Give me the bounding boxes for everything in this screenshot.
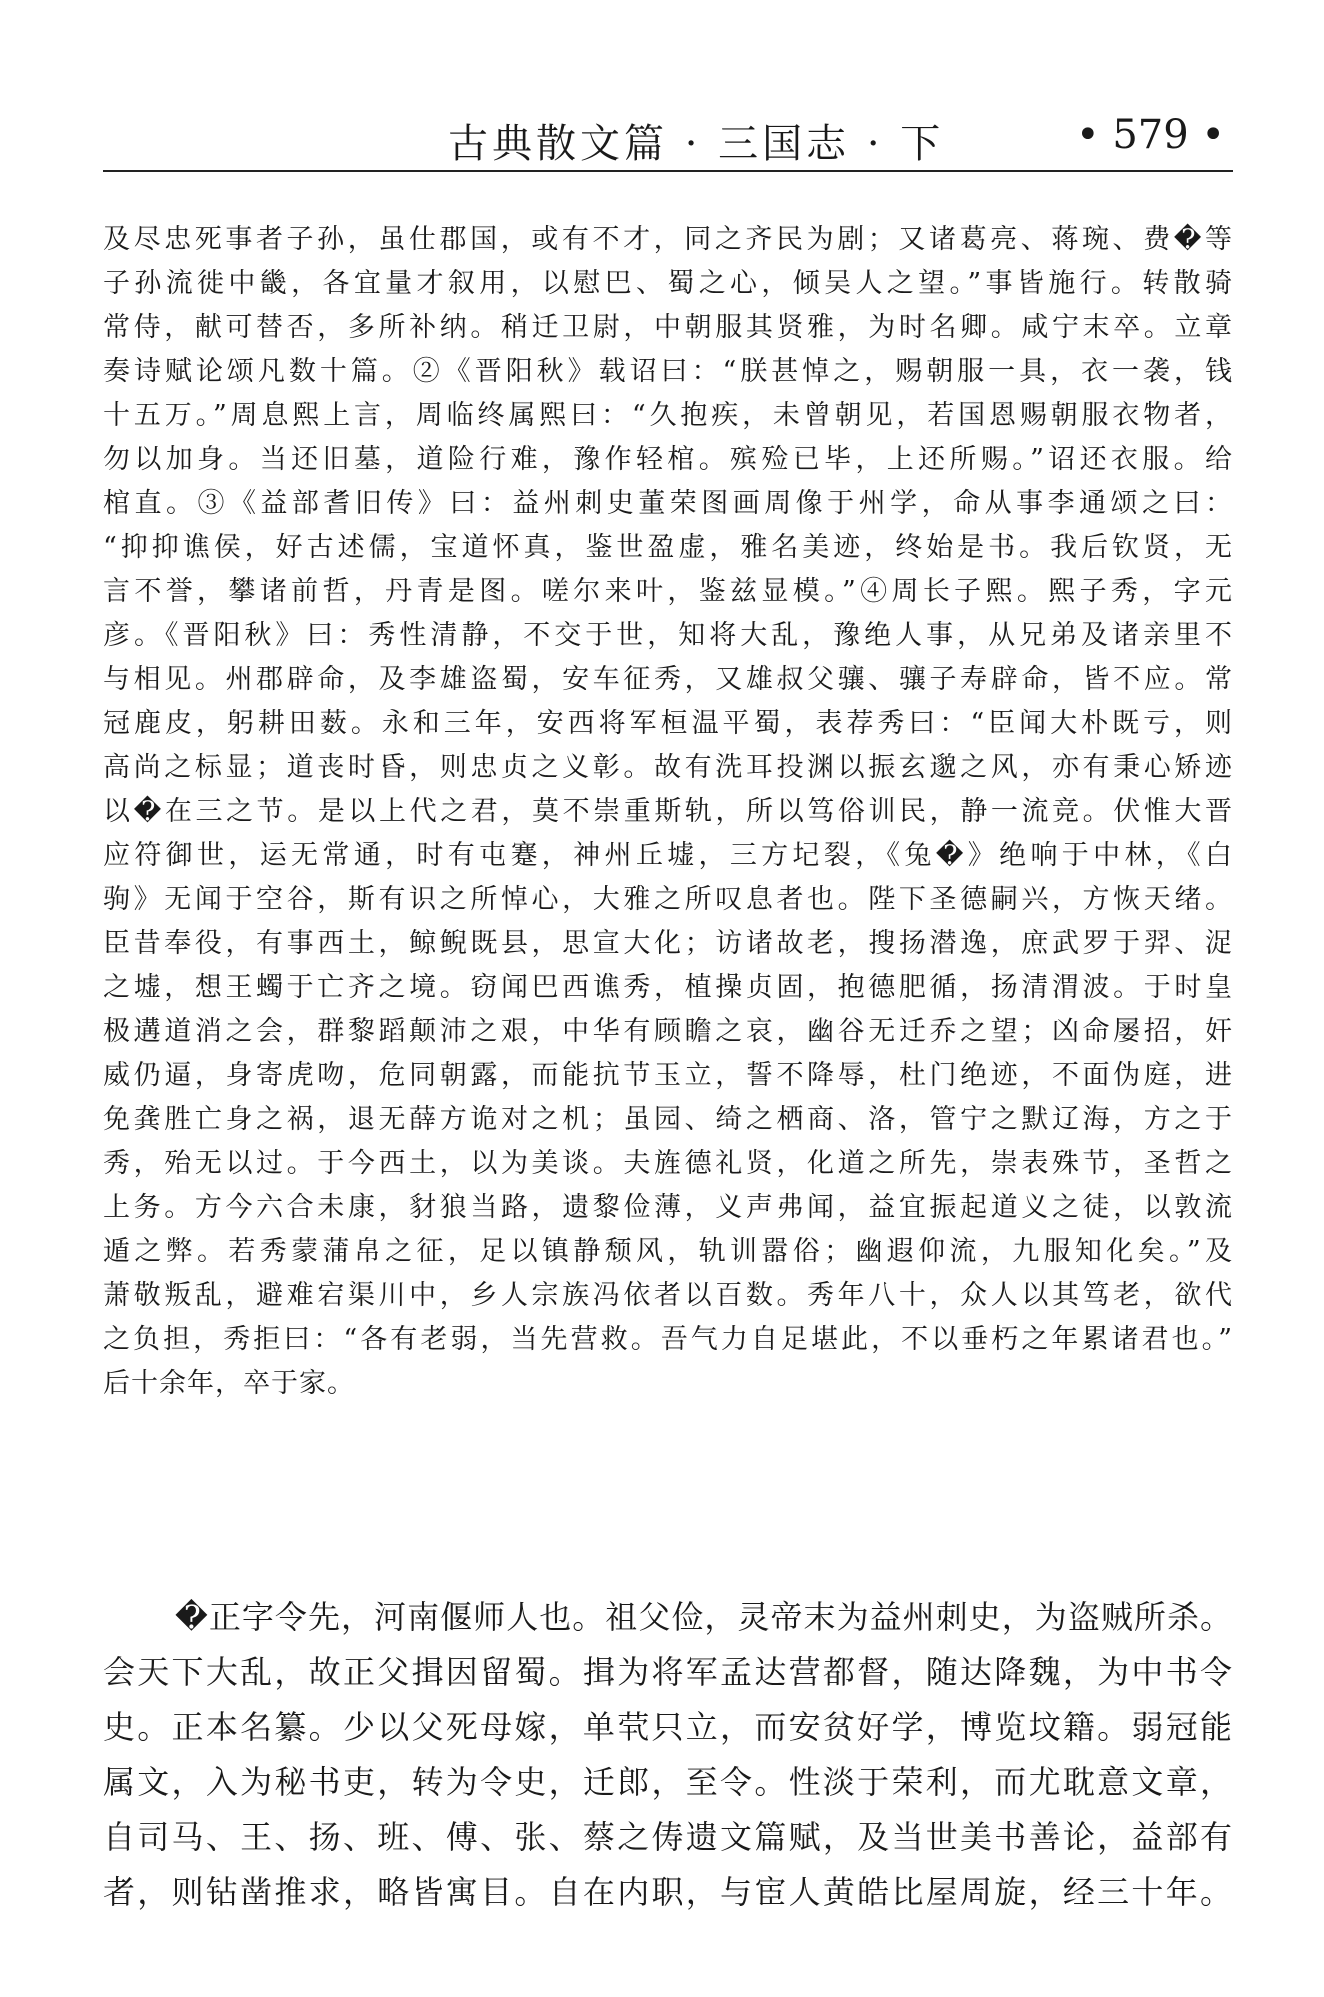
annotation-line: “抑抑谯侯，好古述儒，宝道怀真，鉴世盈虚，雅名美迹，终始是书。我后钦贤，无 (103, 532, 1233, 563)
annotation-line: 冠鹿皮，躬耕田薮。永和三年，安西将军桓温平蜀，表荐秀曰：“臣闻大朴既亏，则 (103, 708, 1233, 739)
header-title: 古典散文篇 · 三国志 · 下 (448, 121, 945, 167)
annotation-line: 常侍，献可替否，多所补纳。稍迁卫尉，中朝服其贤雅，为时名卿。咸宁末卒。立章 (103, 312, 1233, 343)
annotation-line: 彦。《晋阳秋》曰：秀性清静，不交于世，知将大乱，豫绝人事，从兄弟及诸亲里不 (103, 620, 1233, 651)
annotation-line: 之负担，秀拒曰：“各有老弱，当先营救。吾气力自足堪此，不以垂朽之年累诸君也。” (103, 1324, 1233, 1355)
header-rule (103, 170, 1233, 172)
annotation-line: 萧敬叛乱，避难宕渠川中，乡人宗族冯依者以百数。秀年八十，众人以其笃老，欲代 (103, 1280, 1233, 1311)
annotation-line: 以�在三之节。是以上代之君，莫不崇重斯轨，所以笃俗训民，静一流竞。伏惟大晋 (103, 796, 1233, 827)
annotation-line: 极遘道消之会，群黎蹈颠沛之艰，中华有顾瞻之哀，幽谷无迁乔之望；凶命屡招，奸 (103, 1016, 1233, 1047)
annotation-line: 高尚之标显；道丧时昏，则忠贞之义彰。故有洗耳投渊以振玄邈之风，亦有秉心矫迹 (103, 752, 1233, 783)
annotation-line: 应符御世，运无常通，时有屯蹇，神州丘墟，三方圮裂，《兔�》绝响于中林，《白 (103, 840, 1233, 871)
annotation-text (103, 218, 1233, 1406)
main-line: 属文，入为秘书吏，转为令史，迁郎，至令。性淡于荣利，而尤耽意文章， (103, 1763, 1233, 1801)
annotation-line: 子孙流徙中畿，各宜量才叙用，以慰巴、蜀之心，倾吴人之望。”事皆施行。转散骑 (103, 268, 1233, 299)
annotation-line: 与相见。州郡辟命，及李雄盗蜀，安车征秀，又雄叔父骧、骧子寿辟命，皆不应。常 (103, 664, 1233, 695)
annotation-line: 勿以加身。当还旧墓，道险行难，豫作轻棺。殡殓已毕，上还所赐。”诏还衣服。给 (103, 444, 1233, 475)
annotation-line: 后十余年，卒于家。 (103, 1368, 355, 1399)
annotation-line: 言不誉，攀诸前哲，丹青是图。嗟尔来叶，鉴兹显模。”④周长子熙。熙子秀，字元 (103, 576, 1233, 607)
annotation-line: 十五万。”周息熙上言，周临终属熙曰：“久抱疾，未曾朝见，若国恩赐朝服衣物者， (103, 400, 1233, 431)
main-paragraph (103, 1590, 1233, 1920)
annotation-line: 奏诗赋论颂凡数十篇。②《晋阳秋》载诏曰：“朕甚悼之，赐朝服一具，衣一袭，钱 (103, 356, 1233, 387)
annotation-line: 之墟，想王蠋于亡齐之境。窃闻巴西谯秀，植操贞固，抱德肥循，扬清渭波。于时皇 (103, 972, 1233, 1003)
running-header (103, 108, 1233, 168)
main-line: �正字令先，河南偃师人也。祖父俭，灵帝末为益州刺史，为盗贼所杀。 (175, 1598, 1233, 1636)
annotation-line: 秀，殆无以过。于今西土，以为美谈。夫旌德礼贤，化道之所先，崇表殊节，圣哲之 (103, 1148, 1233, 1179)
annotation-line: 及尽忠死事者子孙，虽仕郡国，或有不才，同之齐民为剧；又诸葛亮、蒋琬、费�等 (103, 224, 1233, 255)
main-line: 自司马、王、扬、班、傅、张、蔡之俦遗文篇赋，及当世美书善论，益部有 (103, 1818, 1233, 1856)
annotation-line: 免龚胜亡身之祸，退无薛方诡对之机；虽园、绮之栖商、洛，管宁之默辽海，方之于 (103, 1104, 1233, 1135)
main-line: 史。正本名纂。少以父死母嫁，单茕只立，而安贫好学，博览坟籍。弱冠能 (103, 1708, 1233, 1746)
annotation-line: 臣昔奉役，有事西土，鲸鲵既县，思宣大化；访诸故老，搜扬潜逸，庶武罗于羿、浞 (103, 928, 1233, 959)
main-line: 者，则钻凿推求，略皆寓目。自在内职，与宦人黄皓比屋周旋，经三十年。 (103, 1873, 1233, 1911)
main-line: 会天下大乱，故正父揖因留蜀。揖为将军孟达营都督，随达降魏，为中书令 (103, 1653, 1233, 1691)
annotation-line: 威仍逼，身寄虎吻，危同朝露，而能抗节玉立，誓不降辱，杜门绝迹，不面伪庭，进 (103, 1060, 1233, 1091)
annotation-line: 驹》无闻于空谷，斯有识之所悼心，大雅之所叹息者也。陛下圣德嗣兴，方恢天绪。 (103, 884, 1233, 915)
annotation-line: 棺直。③《益部耆旧传》曰：益州刺史董荣图画周像于州学，命从事李通颂之曰： (103, 488, 1233, 519)
annotation-line: 遁之弊。若秀蒙蒲帛之征，足以镇静颓风，轨训嚣俗；幽遐仰流，九服知化矣。”及 (103, 1236, 1233, 1267)
page-number: • 579 • (1076, 112, 1225, 158)
annotation-line: 上务。方今六合未康，豺狼当路，遗黎俭薄，义声弗闻，益宜振起道义之徒，以敦流 (103, 1192, 1233, 1223)
